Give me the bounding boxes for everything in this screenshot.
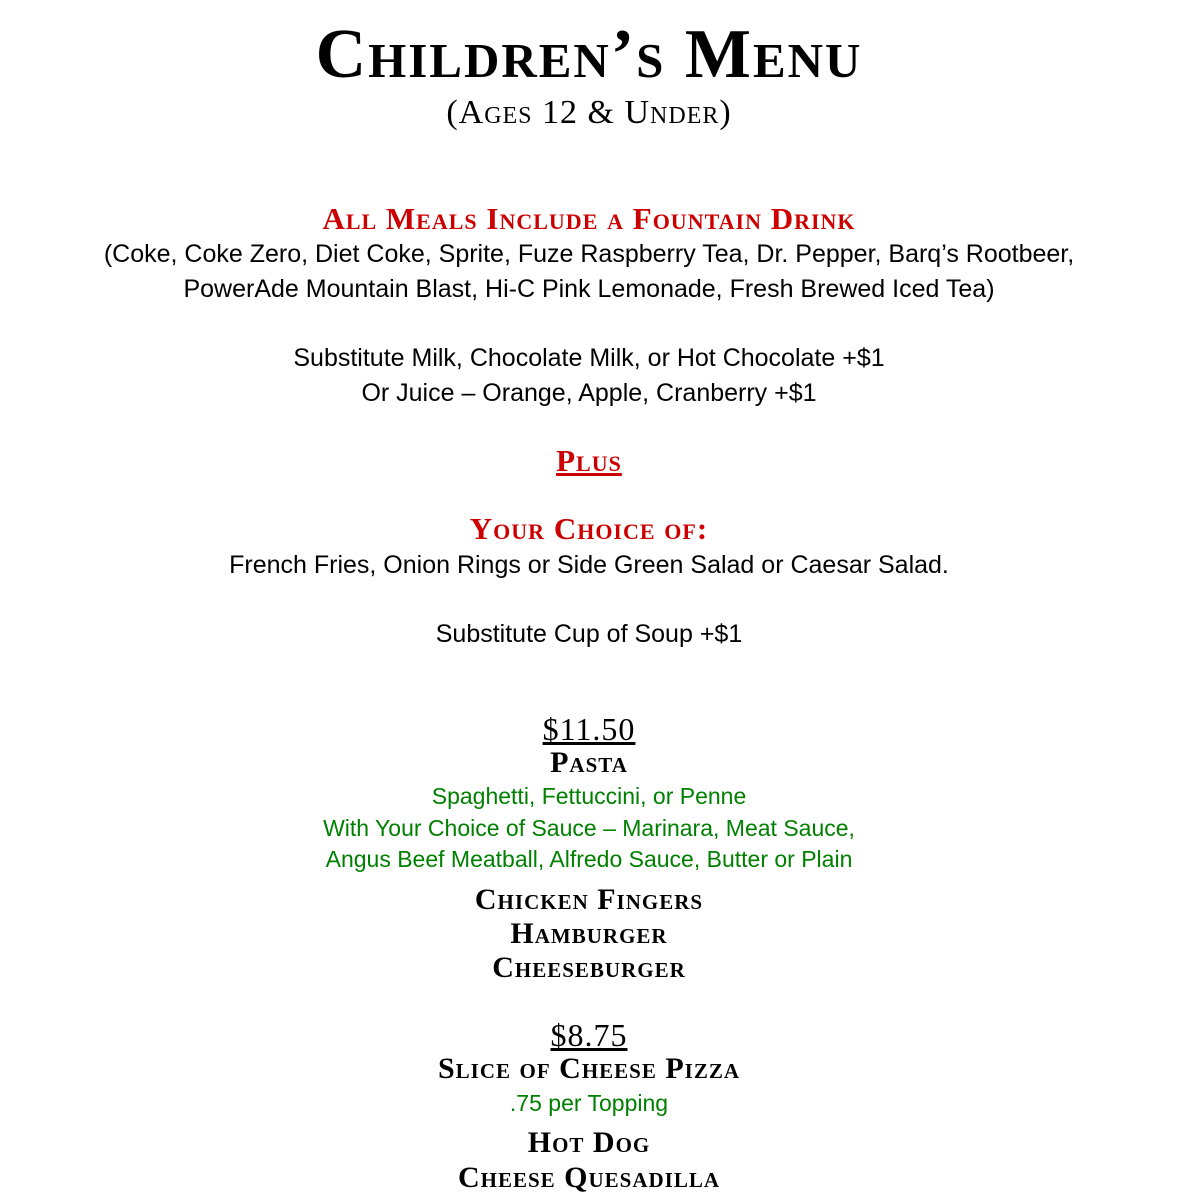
drink-substitute-line: Or Juice – Orange, Apple, Cranberry +$1 bbox=[361, 379, 817, 407]
pasta-description: Angus Beef Meatball, Alfredo Sauce, Butter or Plain bbox=[325, 846, 853, 872]
page-title: Children’s Menu bbox=[315, 16, 863, 93]
pasta-description: With Your Choice of Sauce – Marinara, Meat Sauce, bbox=[323, 815, 855, 841]
drinks-heading: All Meals Include a Fountain Drink bbox=[322, 201, 856, 236]
pizza-topping-note: .75 per Topping bbox=[509, 1090, 669, 1116]
menu-item: Hot Dog bbox=[527, 1126, 651, 1159]
menu-item: Hamburger bbox=[510, 917, 668, 950]
plus-heading: Plus bbox=[556, 443, 622, 478]
menu-item: Cheeseburger bbox=[492, 951, 686, 984]
menu-item: Chicken Fingers bbox=[474, 883, 704, 916]
menu-item-pizza: Slice of Cheese Pizza bbox=[437, 1052, 741, 1085]
pasta-description: Spaghetti, Fettuccini, or Penne bbox=[431, 783, 747, 809]
sides-options: French Fries, Onion Rings or Side Green Salad or Caesar Salad. bbox=[229, 551, 949, 579]
price-label: $11.50 bbox=[542, 711, 636, 747]
soup-substitute: Substitute Cup of Soup +$1 bbox=[435, 620, 743, 648]
menu-item-pasta: Pasta bbox=[550, 746, 628, 779]
age-subtitle: (Ages 12 & Under) bbox=[446, 94, 732, 131]
price-label: $8.75 bbox=[550, 1017, 628, 1053]
drinks-list-line: PowerAde Mountain Blast, Hi-C Pink Lemonade, Fresh Brewed Iced Tea) bbox=[183, 275, 995, 303]
drink-substitute-line: Substitute Milk, Chocolate Milk, or Hot Chocolate +$1 bbox=[293, 344, 885, 372]
drinks-list-line: (Coke, Coke Zero, Diet Coke, Sprite, Fuze Raspberry Tea, Dr. Pepper, Barq’s Rootbeer, bbox=[103, 240, 1075, 268]
sides-heading: Your Choice of: bbox=[469, 511, 709, 546]
menu-item: Cheese Quesadilla bbox=[457, 1161, 721, 1194]
